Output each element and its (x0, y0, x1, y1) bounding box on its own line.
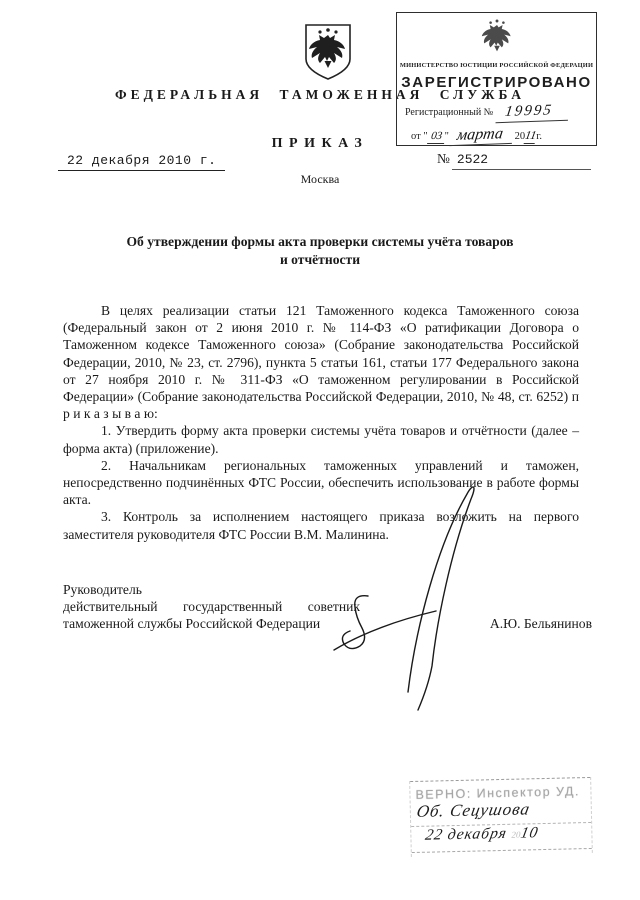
date-prefix: от (411, 131, 421, 142)
document-body (63, 302, 579, 543)
cert-date-day-month: 22 декабря (423, 824, 509, 844)
signer-name: А.Ю. Бельянинов (489, 616, 592, 631)
signer-position-line3: таможенной службы Российской Федерации (63, 616, 321, 632)
registration-number-line (405, 103, 569, 122)
certification-date-handwritten (424, 824, 540, 845)
ministry-registration-stamp (396, 12, 597, 146)
paragraph-item-2: 2. Начальникам региональных таможенных управлений и таможен, непосредственно подчинённых ФТС России, обеспечить использование в работе формы акта. (63, 457, 579, 508)
cert-year-printed: 20 (510, 829, 522, 840)
registration-number-handwritten: 19995 (496, 102, 571, 123)
paragraph-preamble: В целях реализации статьи 121 Таможенного кодекса Таможенного союза (Федеральный закон от 2 июня 2010 г. № 114-ФЗ «О ратификации Договора о Таможенном кодексе Таможенного союза» (Собрание законодательства Российской Федерации, 2010, № 23, ст. 2796), пункта 5 статьи 161, статьи 177 Федерального закона от 27 ноября 2010 г. № 311-ФЗ «О таможенном регулировании в Российской Федерации» (Собрание законодательства Российской Федерации, 2010, № 48, ст. 6252) п р и к а з ы в а ю: (63, 303, 579, 422)
document-title-line1: Об утверждении формы акта проверки системы учёта товаров (126, 234, 514, 249)
registration-number-label: Регистрационный № (405, 107, 494, 118)
paragraph-item-1: 1. Утвердить форму акта проверки системы учёта товаров и отчётности (далее – форма акта) (приложение). (63, 423, 579, 456)
order-number: 2522 (452, 152, 591, 170)
order-number-line (437, 151, 591, 170)
signer-position-line1: Руководитель (63, 582, 142, 597)
ministry-name: МИНИСТЕРСТВО ЮСТИЦИИ РОССИЙСКОЙ ФЕДЕРАЦИИ (399, 62, 594, 69)
registered-label: ЗАРЕГИСТРИРОВАНО (401, 74, 592, 91)
paragraph-item-3: 3. Контроль за исполнением настоящего приказа возложить на первого заместителя руководителя ФТС России В.М. Малинина. (63, 509, 579, 542)
year-handwritten: 11 (524, 128, 538, 142)
fts-coat-of-arms-icon (303, 24, 353, 82)
order-city: Москва (300, 172, 340, 186)
certification-stamp (409, 777, 593, 857)
signer-position-line2: действительный государственный советник (63, 599, 360, 615)
date-day-handwritten: 03 (427, 130, 446, 144)
stamp-top-border (410, 777, 590, 782)
date-suffix: г. (536, 131, 543, 142)
date-month-handwritten: марта (449, 125, 514, 146)
cert-year-handwritten: 10 (519, 824, 540, 842)
signature-block (63, 581, 360, 633)
inspector-signature-handwritten: Об. Сецушова (415, 799, 532, 821)
certified-true-label: ВЕРНО: Инспектор УД. (415, 784, 581, 802)
ministry-eagle-icon (477, 16, 517, 58)
document-title-line2: и отчётности (279, 251, 361, 267)
number-sign: № (437, 151, 450, 166)
order-date: 22 декабря 2010 г. (58, 153, 225, 171)
open-quote: " (423, 131, 428, 142)
year-printed: 20 (514, 131, 526, 142)
registration-date-line (411, 126, 542, 145)
stamp-bottom-border (412, 848, 592, 853)
close-quote: " (444, 131, 449, 142)
document-type: ПРИКАЗ (271, 136, 369, 151)
document-title (60, 233, 580, 268)
agency-name: ФЕДЕРАЛЬНАЯ ТАМОЖЕННАЯ СЛУЖБА (115, 87, 525, 102)
